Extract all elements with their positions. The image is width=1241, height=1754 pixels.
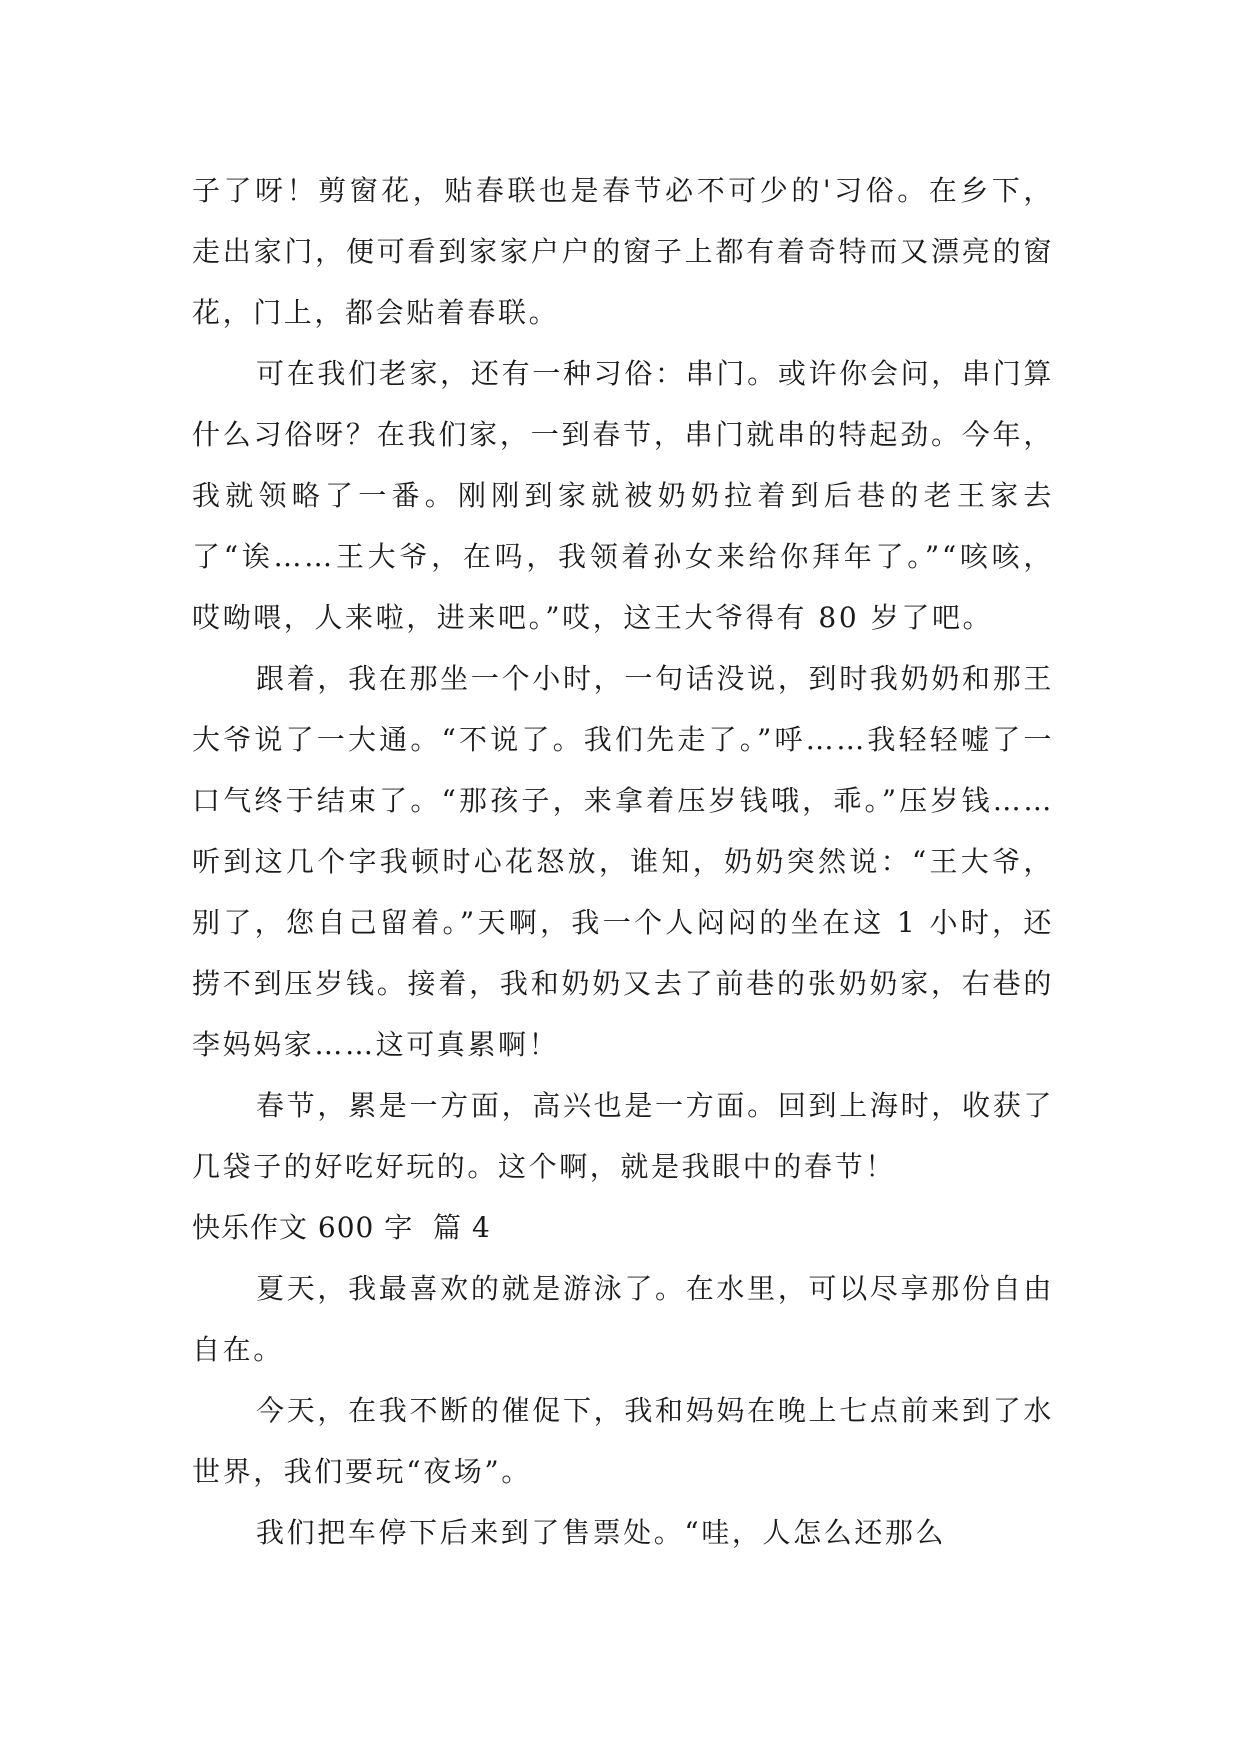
paragraph-2: 可在我们老家，还有一种习俗：串门。或许你会问，串门算什么习俗呀？在我们家，一到春节，串门就串的特起劲。今年，我就领略了一番。刚刚到家就被奶奶拉着到后巷的老王家去了“诶……王大爷，在吗，我领着孙女来给你拜年了。”“咳咳，哎呦喂，人来啦，进来吧。”哎，这王大爷得有 80 岁了吧。	[192, 357, 1054, 634]
paragraph-6: 今天，在我不断的催促下，我和妈妈在晚上七点前来到了水世界，我们要玩“夜场”。	[192, 1394, 1054, 1488]
section-heading: 快乐作文 600 字 篇 4	[192, 1211, 491, 1244]
paragraph-4: 春节，累是一方面，高兴也是一方面。回到上海时，收获了几袋子的好吃好玩的。这个啊，就是我眼中的春节！	[192, 1089, 1054, 1183]
paragraph-3: 跟着，我在那坐一个小时，一句话没说，到时我奶奶和那王大爷说了一大通。“不说了。我们先走了。”呼……我轻轻嘘了一口气终于结束了。“那孩子，来拿着压岁钱哦，乖。”压岁钱……听到这几个字我顿时心花怒放，谁知，奶奶突然说：“王大爷，别了，您自己留着。”天啊，我一个人闷闷的坐在这 1 小时，还捞不到压岁钱。接着，我和奶奶又去了前巷的张奶奶家，右巷的李妈妈家……这可真累啊！	[192, 662, 1054, 1061]
paragraph-5: 夏天，我最喜欢的就是游泳了。在水里，可以尽享那份自由自在。	[192, 1272, 1054, 1366]
document-page	[192, 160, 1054, 1563]
paragraph-7: 我们把车停下后来到了售票处。“哇，人怎么还那么	[256, 1516, 947, 1549]
paragraph-1: 子了呀！剪窗花，贴春联也是春节必不可少的'习俗。在乡下，走出家门，便可看到家家户户的窗子上都有着奇特而又漂亮的窗花，门上，都会贴着春联。	[192, 174, 1054, 329]
